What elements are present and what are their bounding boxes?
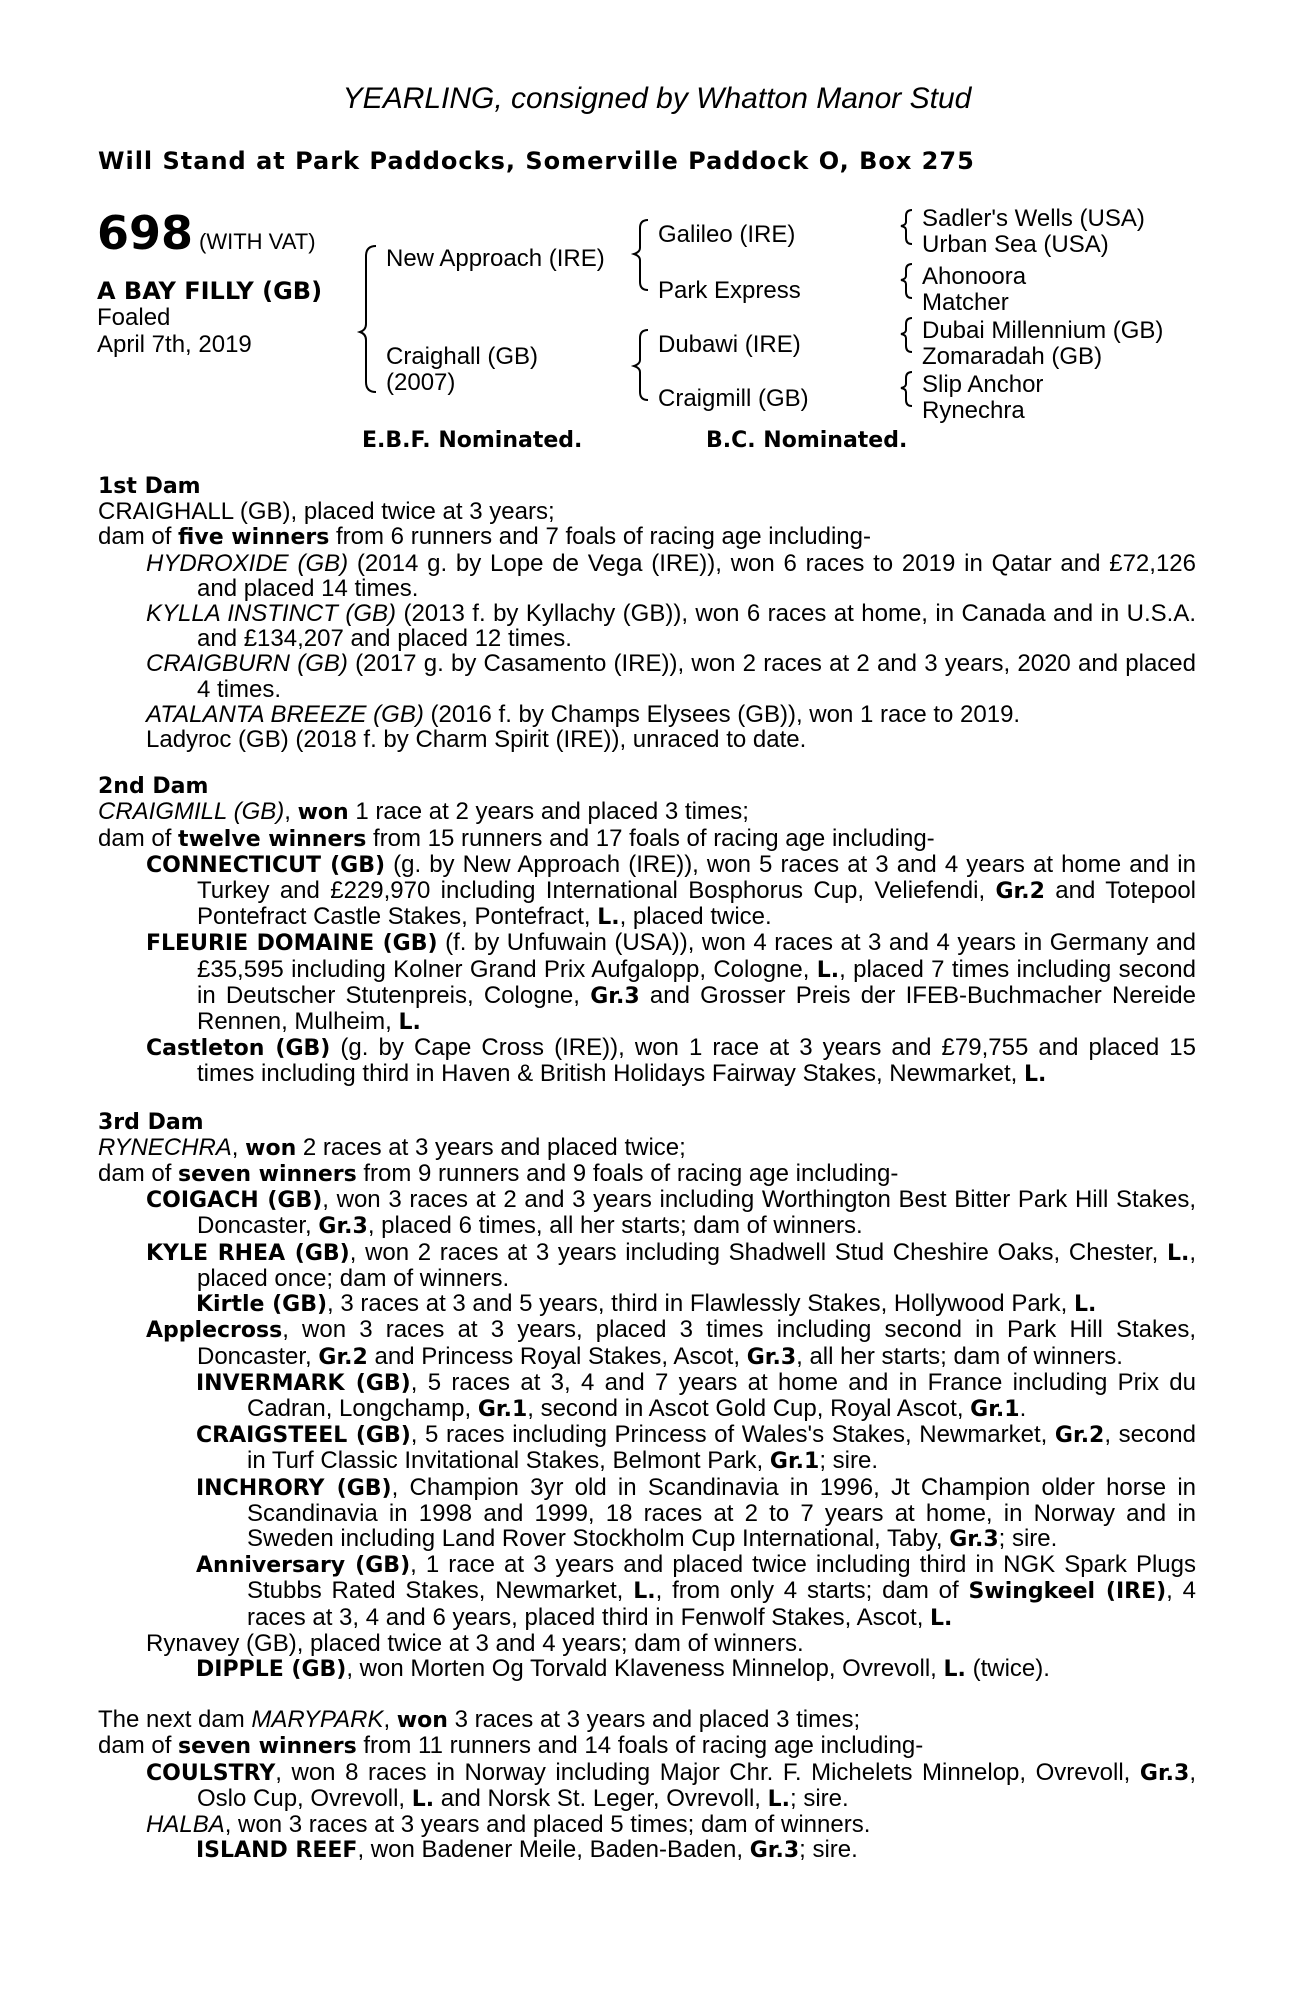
pedigree-ssd: Urban Sea (USA) <box>922 231 1109 258</box>
pedigree-sire-sire: Galileo (IRE) <box>658 221 796 248</box>
offspring-entry: ISLAND REEF, won Badener Meile, Baden-Baden, Gr.3; sire. <box>196 1836 858 1864</box>
offspring-entry: COULSTRY, won 8 races in Norway including Major Chr. F. Michelets Minnelop, Ovrevoll, Gr.3, Oslo Cup, Ovrevoll, L. and Norsk St. Leger, Ovrevoll, L.; sire. <box>146 1758 1196 1812</box>
offspring-entry: Anniversary (GB), 1 race at 3 years and placed twice including third in NGK Spark Plugs Stubbs Rated Stakes, Newmarket, L., from only 4 starts; dam of Swingkeel (IRE), 4 races at 3, 4 and 6 years, placed third in Fenwolf Stakes, Ascot, L. <box>196 1551 1197 1631</box>
first-dam-heading: 1st Dam <box>98 474 201 499</box>
pedigree-sire: New Approach (IRE) <box>386 245 605 272</box>
offspring-entry: Ladyroc (GB) (2018 f. by Charm Spirit (IRE)), unraced to date. <box>146 726 807 754</box>
lot-number: 698 <box>97 206 194 260</box>
second-dam-heading: 2nd Dam <box>98 774 209 800</box>
second-dam-summary: dam of twelve winners from 15 runners and 17 foals of racing age including- <box>98 824 935 852</box>
first-dam-line: CRAIGHALL (GB), placed twice at 3 years; <box>98 498 555 526</box>
pedigree-ddd: Rynechra <box>922 397 1025 424</box>
ebf-nominated: E.B.F. Nominated. <box>362 428 583 453</box>
pedigree-dam-dam: Craigmill (GB) <box>658 385 809 412</box>
pedigree-dds: Slip Anchor <box>922 371 1044 398</box>
foaled-label: Foaled <box>97 304 171 331</box>
offspring-entry: CONNECTICUT (GB) (g. by New Approach (IRE)), won 5 races at 3 and 4 years at home and in Turkey and £229,970 including International Bosphorus Cup, Veliefendi, Gr.2 and Totepool Pontefract Castle Stakes, Pontefract, L., placed twice. <box>146 850 1197 931</box>
pedigree-dam-year: (2007) <box>386 369 456 396</box>
pedigree-sire-dam: Park Express <box>658 277 801 304</box>
offspring-entry: INCHRORY (GB), Champion 3yr old in Scandinavia in 1996, Jt Champion older horse in Scandinavia in 1998 and 1999, 18 races at 2 to 7 years at home, in Norway and in Sweden including Land Rover Stockholm Cup International, Taby, Gr.3; sire. <box>196 1473 1197 1552</box>
next-dam-line: The next dam MARYPARK, won 3 races at 3 years and placed 3 times; <box>98 1706 861 1734</box>
offspring-entry: KYLLA INSTINCT (GB) (2013 f. by Kyllachy (GB)), won 6 races at home, in Canada and in U.S.A. and £134,207 and placed 12 times. <box>146 600 1196 653</box>
offspring-entry: CRAIGBURN (GB) (2017 g. by Casamento (IRE)), won 2 races at 2 and 3 years, 2020 and placed 4 times. <box>146 650 1196 703</box>
vat-note: (WITH VAT) <box>199 229 316 254</box>
offspring-entry: Kirtle (GB), 3 races at 3 and 5 years, third in Flawlessly Stakes, Hollywood Park, L. <box>196 1290 1097 1318</box>
third-dam-summary: dam of seven winners from 9 runners and 9 foals of racing age including- <box>98 1160 899 1188</box>
bc-nominated: B.C. Nominated. <box>706 428 908 453</box>
pedigree-notes <box>98 474 1196 1863</box>
pedigree-dss: Dubai Millennium (GB) <box>922 317 1164 344</box>
offspring-entry: CRAIGSTEEL (GB), 5 races including Princess of Wales's Stakes, Newmarket, Gr.2, second in Turf Classic Invitational Stakes, Belmont Park, Gr.1; sire. <box>196 1421 1196 1475</box>
pedigree-dsd: Zomaradah (GB) <box>922 343 1103 370</box>
offspring-entry: COIGACH (GB), won 3 races at 2 and 3 years including Worthington Best Bitter Park Hill Stakes, Doncaster, Gr.3, placed 6 times, all her starts; dam of winners. <box>146 1186 1196 1240</box>
offspring-entry: HALBA, won 3 races at 3 years and placed 5 times; dam of winners. <box>146 1810 871 1838</box>
consignor-line: YEARLING, consigned by Whatton Manor Stud <box>342 82 972 115</box>
second-dam-line: CRAIGMILL (GB), won 1 race at 2 years and placed 3 times; <box>98 798 749 826</box>
offspring-entry: INVERMARK (GB), 5 races at 3, 4 and 7 years at home and in France including Prix du Cadran, Longchamp, Gr.1, second in Ascot Gold Cup, Royal Ascot, Gr.1. <box>196 1368 1196 1422</box>
pedigree-sds: Ahonoora <box>922 263 1027 290</box>
offspring-entry: DIPPLE (GB), won Morten Og Torvald Klaveness Minnelop, Ovrevoll, L. (twice). <box>196 1654 1050 1682</box>
offspring-entry: Castleton (GB) (g. by Cape Cross (IRE)), won 1 race at 3 years and £79,755 and placed 15 times including third in Haven & British Holidays Fairway Stakes, Newmarket, L. <box>146 1034 1196 1088</box>
offspring-entry: Rynavey (GB), placed twice at 3 and 4 years; dam of winners. <box>146 1629 804 1657</box>
stand-location: Will Stand at Park Paddocks, Somerville Paddock O, Box 275 <box>98 147 975 175</box>
pedigree-sdd: Matcher <box>922 289 1009 316</box>
offspring-entry: KYLE RHEA (GB), won 2 races at 3 years including Shadwell Stud Cheshire Oaks, Chester, L., placed once; dam of winners. <box>146 1238 1197 1292</box>
pedigree-dam-sire: Dubawi (IRE) <box>658 331 801 358</box>
offspring-entry: Applecross, won 3 races at 3 years, placed 3 times including second in Park Hill Stakes, Doncaster, Gr.2 and Princess Royal Stakes, Ascot, Gr.3, all her starts; dam of winners. <box>146 1316 1196 1370</box>
pedigree-sss: Sadler's Wells (USA) <box>922 205 1145 232</box>
offspring-entry: ATALANTA BREEZE (GB) (2016 f. by Champs Elysees (GB)), won 1 race to 2019. <box>146 700 1021 728</box>
third-dam-heading: 3rd Dam <box>98 1109 204 1135</box>
horse-name: A BAY FILLY (GB) <box>97 277 323 305</box>
third-dam-line: RYNECHRA, won 2 races at 3 years and placed twice; <box>98 1133 686 1161</box>
pedigree-dam: Craighall (GB) <box>386 343 539 370</box>
foaled-date: April 7th, 2019 <box>97 331 252 358</box>
first-dam-summary: dam of five winners from 6 runners and 7 foals of racing age including- <box>98 523 871 551</box>
offspring-entry: FLEURIE DOMAINE (GB) (f. by Unfuwain (USA)), won 4 races at 3 and 4 years in Germany and £35,595 including Kolner Grand Prix Aufgalopp, Cologne, L., placed 7 times including second in Deutscher Stutenpreis, Cologne, Gr.3 and Grosser Preis der IFEB-Buchmacher Nereide Rennen, Mulheim, L. <box>146 929 1196 1036</box>
next-dam-summary: dam of seven winners from 11 runners and 14 foals of racing age including- <box>98 1732 924 1760</box>
offspring-entry: HYDROXIDE (GB) (2014 g. by Lope de Vega (IRE)), won 6 races to 2019 in Qatar and £72,126 and placed 14 times. <box>146 549 1196 602</box>
